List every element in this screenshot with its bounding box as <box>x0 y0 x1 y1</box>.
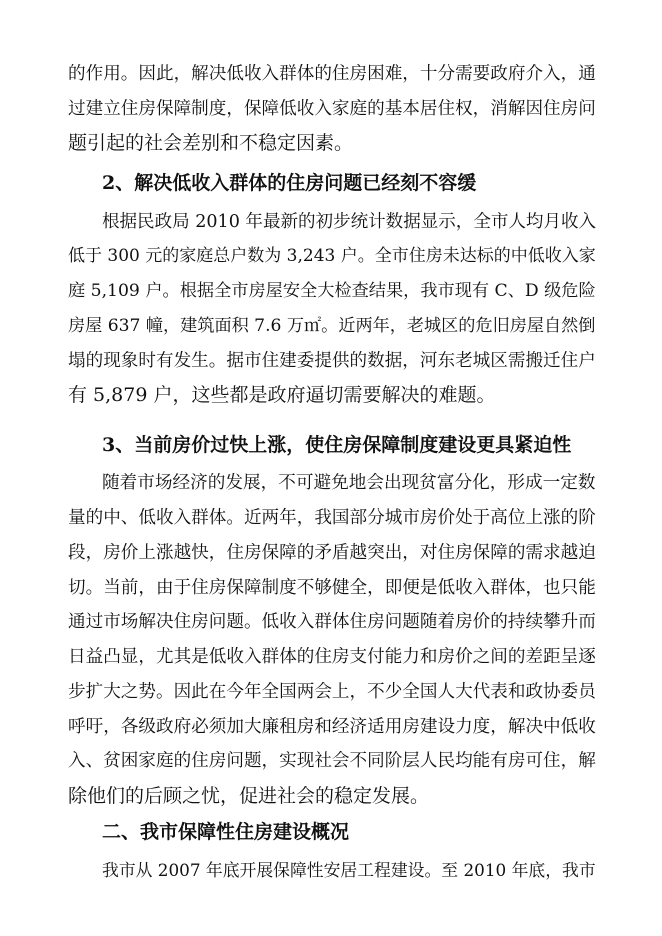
paragraph-line: 过建立住房保障制度，保障低收入家庭的基本居住权，消解因住房问 <box>68 99 596 119</box>
paragraph-line: 的作用。因此，解决低收入群体的住房困难，十分需要政府介入，通 <box>68 64 596 84</box>
paragraph-line: 低于 300 元的家庭总户数为 3,243 户。全市住房未达标的中低收入家 <box>68 246 596 266</box>
paragraph-line: 呼吁，各级政府必须加大廉租房和经济适用房建设力度，解决中低收 <box>68 717 596 737</box>
paragraph-line: 有 5,879 户，这些都是政府逼切需要解决的难题。 <box>68 384 496 406</box>
paragraph-line: 段，房价上涨越快，住房保障的矛盾越突出，对住房保障的需求越迫 <box>68 543 596 563</box>
paragraph-line: 塌的现象时有发生。据市住建委提供的数据，河东老城区需搬迁住户 <box>68 351 596 371</box>
section-heading-3: 3、当前房价过快上涨，使住房保障制度建设更具紧迫性 <box>102 434 572 456</box>
paragraph-line: 入、贫困家庭的住房问题，实现社会不同阶层人民均能有房可住，解 <box>68 751 596 771</box>
paragraph-line: 根据民政局 2010 年最新的初步统计数据显示，全市人均月收入 <box>102 212 597 232</box>
paragraph-line: 房屋 637 幢，建筑面积 7.6 万㎡。近两年，老城区的危旧房屋自然倒 <box>68 316 596 336</box>
paragraph-line: 切。当前，由于住房保障制度不够健全，即便是低收入群体，也只能 <box>68 578 596 598</box>
paragraph-line: 除他们的后顾之忧，促进社会的稳定发展。 <box>68 785 430 807</box>
paragraph-line: 随着市场经济的发展，不可避免地会出现贫富分化，形成一定数 <box>102 473 596 493</box>
paragraph-line: 通过市场解决住房问题。低收入群体住房问题随着房价的持续攀升而 <box>68 612 596 632</box>
paragraph-line: 量的中、低收入群体。近两年，我国部分城市房价处于高位上涨的阶 <box>68 508 596 528</box>
paragraph-line: 我市从 2007 年底开展保障性安居工程建设。至 2010 年底，我市 <box>102 860 596 880</box>
paragraph-line: 题引起的社会差别和不稳定因素。 <box>68 132 354 154</box>
chapter-heading-2: 二、我市保障性住房建设概况 <box>102 821 350 843</box>
paragraph-line: 日益凸显，尤其是低收入群体的住房支付能力和房价之间的差距呈逐 <box>68 647 596 667</box>
paragraph-line: 步扩大之势。因此在今年全国两会上，不少全国人大代表和政协委员 <box>68 682 596 702</box>
section-heading-2: 2、解决低收入群体的住房问题已经刻不容缓 <box>102 172 477 194</box>
paragraph-line: 庭 5,109 户。根据全市房屋安全大检查结果，我市现有 C、D 级危险 <box>68 281 596 301</box>
